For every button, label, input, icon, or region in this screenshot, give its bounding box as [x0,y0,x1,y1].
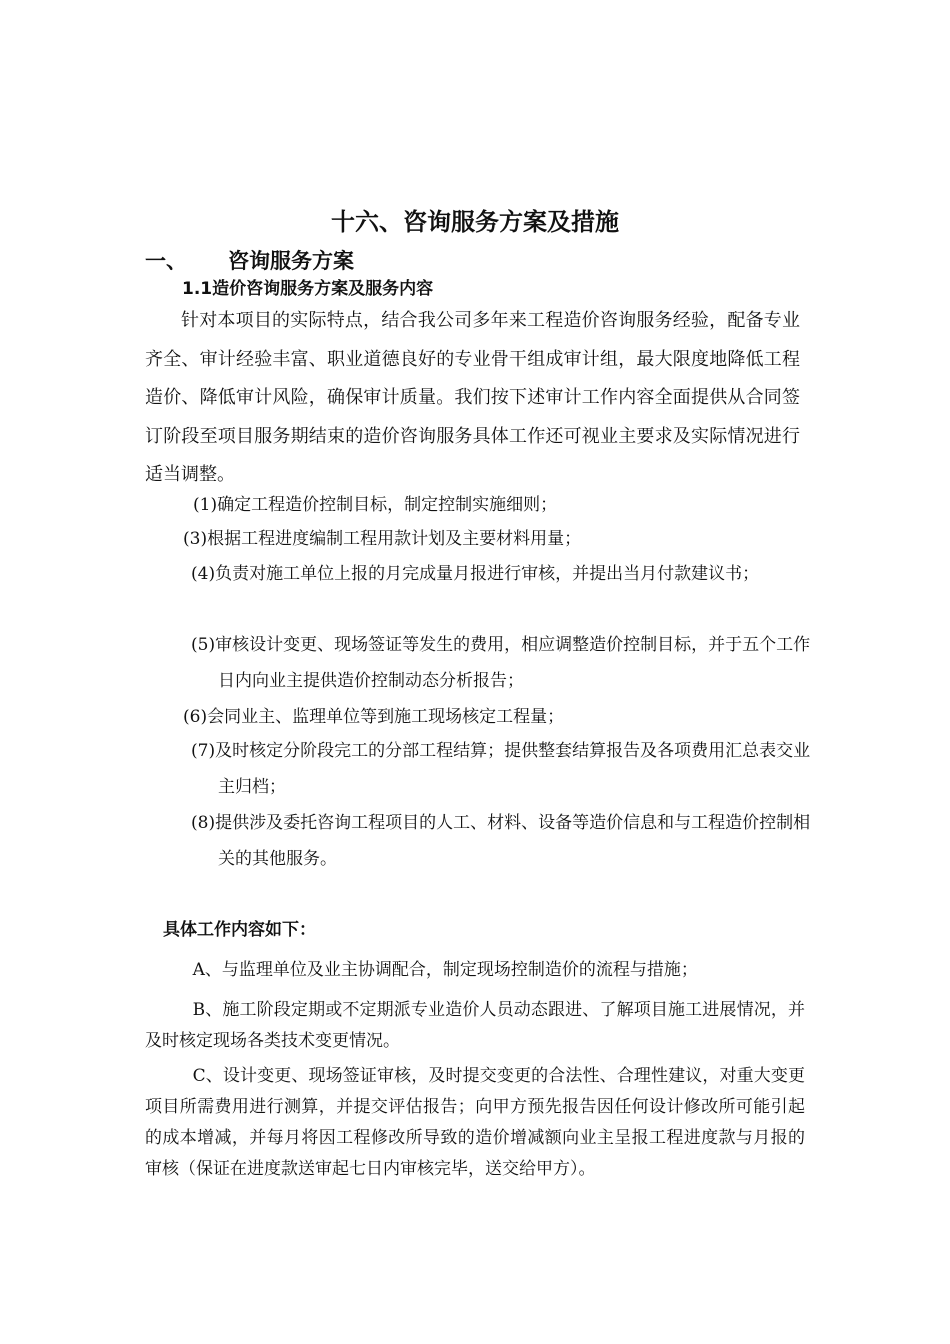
work-paragraph-a: A、与监理单位及业主协调配合，制定现场控制造价的流程与措施； [192,960,698,980]
list-item: (1)确定工程造价控制目标，制定控制实施细则； [193,495,558,515]
list-item: (4)负责对施工单位上报的月完成量月报进行审核，并提出当月付款建议书； [191,564,760,584]
subsection-heading: 1.1造价咨询服务方案及服务内容 [182,279,434,299]
list-item: (3)根据工程进度编制工程用款计划及主要材料用量； [183,529,582,549]
page-title: 十六、咨询服务方案及措施 [331,208,619,236]
work-heading: 具体工作内容如下： [163,920,316,940]
list-item: (6)会同业主、监理单位等到施工现场核定工程量； [183,707,565,727]
work-paragraph-c: C、设计变更、现场签证审核，及时提交变更的合法性、合理性建议，对重大变更项目所需费用进行测算，并提交评估报告；向甲方预先报告因任何设计修改所可能引起的成本增减，并每月将因工程修改所导致的造价增减额向业主呈报工程进度款与月报的审核（保证在进度款送审起七日内审核完毕，送交给甲方）。 [145,1066,805,1179]
section-heading [145,245,354,275]
intro-paragraph: 针对本项目的实际特点，结合我公司多年来工程造价咨询服务经验，配备专业齐全、审计经验丰富、职业道德良好的专业骨干组成审计组，最大限度地降低工程造价、降低审计风险，确保审计质量。我们按下述审计工作内容全面提供从合同签订阶段至项目服务期结束的造价咨询服务具体工作还可视业主要求及实际情况进行适当调整。 [145,310,800,485]
section-label: 咨询服务方案 [228,249,354,273]
list-item: (5)审核设计变更、现场签证等发生的费用，相应调整造价控制目标，并于五个工作日内向业主提供造价控制动态分析报告； [191,635,811,691]
list-item: (7)及时核定分阶段完工的分部工程结算；提供整套结算报告及各项费用汇总表交业主归档； [191,741,811,797]
list-item: (8)提供涉及委托咨询工程项目的人工、材料、设备等造价信息和与工程造价控制相关的其他服务。 [191,813,811,869]
section-number: 一、 [145,249,187,273]
work-paragraph-b: B、施工阶段定期或不定期派专业造价人员动态跟进、了解项目施工进展情况，并及时核定现场各类技术变更情况。 [145,1000,805,1051]
